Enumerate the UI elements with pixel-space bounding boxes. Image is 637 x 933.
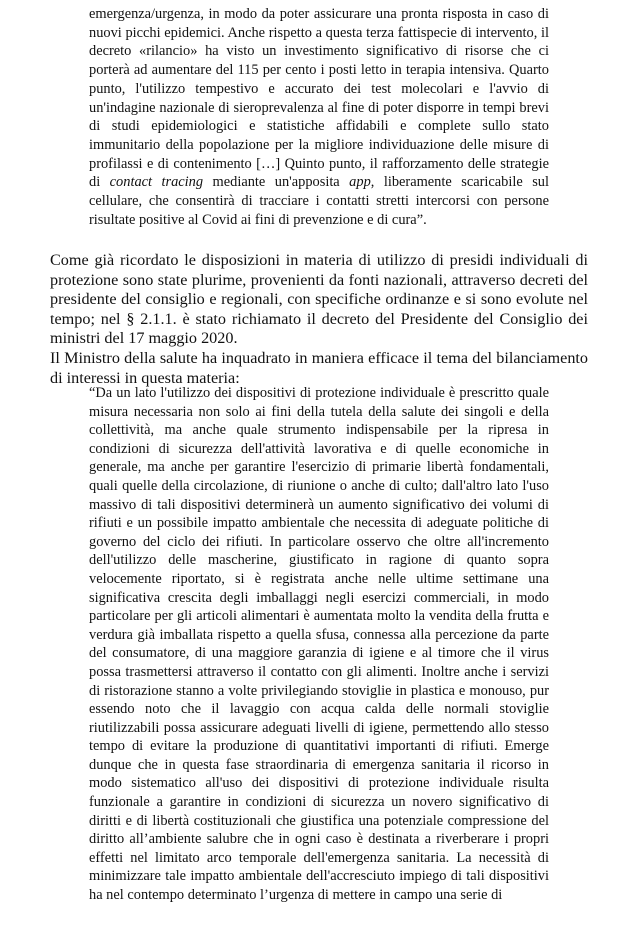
body-paragraph: Il Ministro della salute ha inquadrato in maniera efficace il tema del bilanciamento di interessi in questa materia:: [50, 349, 588, 387]
quote-text: emergenza/urgenza, in modo da poter assicurare una pronta risposta in caso di nuovi picchi epidemici. Anche rispetto a questa terza fattispecie di intervento, il decreto «rilancio» ha visto un investimento significativo di risorse che ci porterà ad aumentare del 115 per cento i posti letto in terapia intensiva. Quarto punto, l'utilizzo tempestivo e accurato dei test molecolari e l'avvio di un'indagine nazionale di sieroprevalenza al fine di poter disporre in tempi brevi di studi epidemiologici e statistiche affidabili e complete sullo stato immunitario della popolazione per la migliore individuazione delle misure di profilassi e di contenimento […] Quinto punto, il rafforzamento delle strategie di: [89, 6, 549, 191]
body-paragraph: Come già ricordato le disposizioni in materia di utilizzo di presidi individuali di protezione sono state plurime, provenienti da fonti nazionali, attraverso decreti del presidente del consiglio e regionali, con specifiche ordinanze e si sono evolute nel tempo; nel § 2.1.1. è stato richiamato il decreto del Presidente del Consiglio dei ministri del 17 maggio 2020.: [50, 251, 588, 348]
block-quote-top: [89, 5, 549, 229]
quote-italic-term: app: [349, 174, 371, 191]
quote-italic-term: contact tracing: [109, 174, 204, 191]
block-quote-bottom: “Da un lato l'utilizzo dei dispositivi di protezione individuale è prescritto quale misura necessaria non solo ai fini della tutela della salute dei singoli e della collettività, ma anche quale strumento indispensabile per la ripresa in condizioni di sicurezza dell'attività lavorativa e di quelle economiche in generale, ma anche per garantire l'esercizio di primarie libertà fondamentali, quali quelle della circolazione, di riunione o anche di culto; dall'altro lato l'uso massivo di tali dispositivi determinerà un aumento significativo dei volumi di rifiuti e un possibile impatto ambientale che necessita di adeguate politiche di governo del ciclo dei rifiuti. In particolare osservo che oltre all'incremento dell'utilizzo delle mascherine, giustificato in ragione di quanto sopra velocemente riportato, si è registrata anche nelle ultime settimane una significativa crescita degli imballaggi negli esercizi commerciali, in modo particolare per gli articoli alimentari è aumentata molto la vendita della frutta e verdura già imballata rispetto a quella sfusa, connessa alla percezione da parte del consumatore, di una maggiore garanzia di igiene e al timore che il virus possa trasmettersi attraverso il contatto con gli alimenti. Inoltre anche i servizi di ristorazione stanno a volte privilegiando stoviglie in plastica e monouso, pur essendo noto che il lavaggio con acqua calda delle normali stoviglie riutilizzabili possa assicurare adeguati livelli di igiene, permettendo allo stesso tempo di evitare la produzione di quantitativi importanti di rifiuti. Emerge dunque che in questa fase straordinaria di emergenza sanitaria il ricorso in modo sistematico all'uso dei dispositivi di protezione individuale risulta funzionale a garantire in condizioni di sicurezza un novero significativo di diritti e di libertà costituzionali che giustifica una potenziale compressione del diritto all’ambiente salubre che in ogni caso è destinata a riverberare i propri effetti nel limitato arco temporale dell'emergenza sanitaria. La necessità di minimizzare tale impatto ambientale dell'accresciuto impiego di tali dispositivi ha nel contempo determinato l’urgenza di mettere in campo una serie di: [89, 385, 549, 904]
quote-text: , liberamente scaricabile sul cellulare, che consentirà di tracciare i contatti stretti intercorsi con persone risultate positive al Covid ai fini di prevenzione e di cura”.: [89, 174, 550, 228]
quote-text: mediante un'apposita: [203, 174, 350, 191]
